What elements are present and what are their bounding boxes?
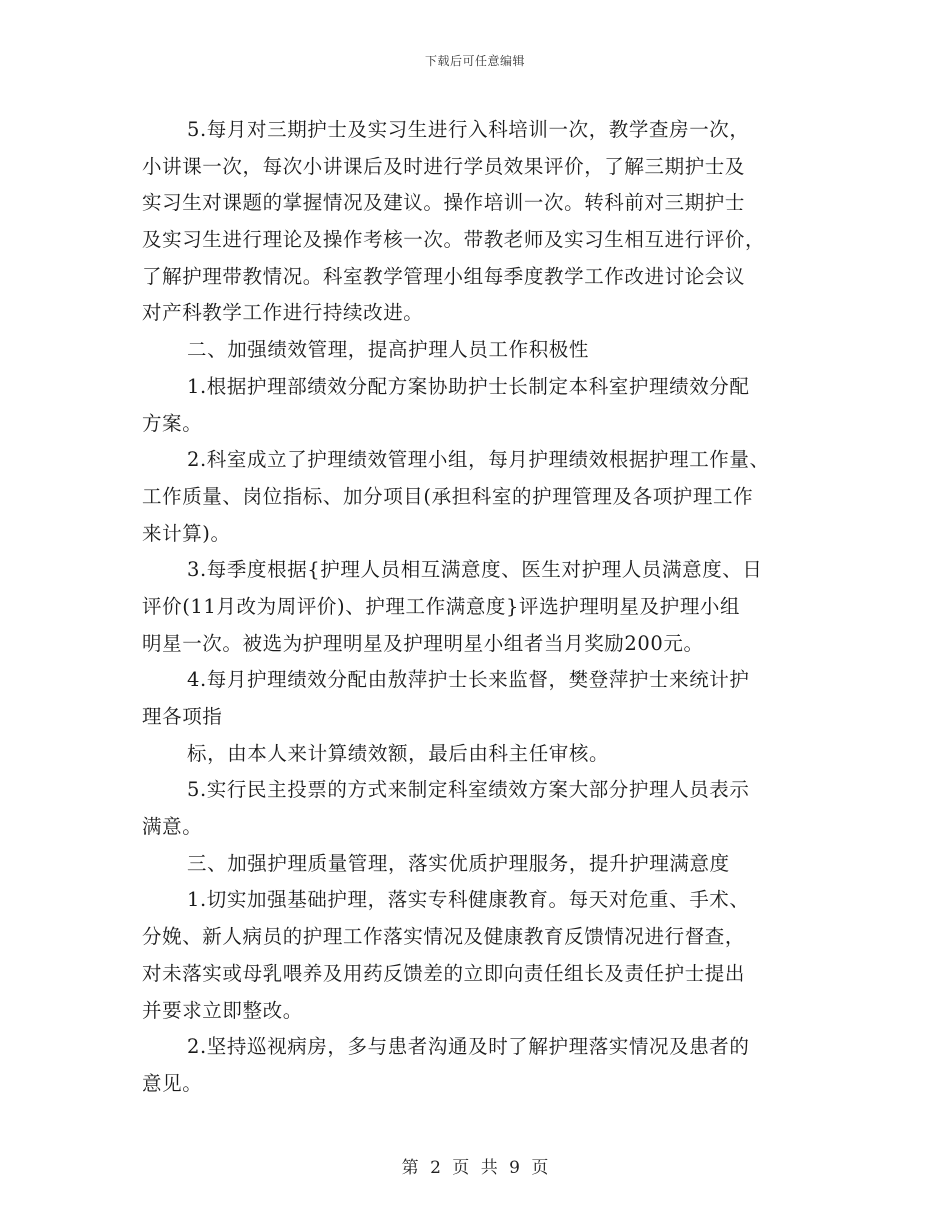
paragraph-line: 理各项指 bbox=[142, 705, 223, 728]
paragraph-line: 2.坚持巡视病房，多与患者沟通及时了解护理落实情况及患者的 bbox=[187, 1035, 750, 1059]
paragraph-line: 标，由本人来计算绩效额，最后由科主任审核。 bbox=[187, 741, 610, 765]
paragraph-line: 1.切实加强基础护理，落实专科健康教育。每天对危重、手术、 bbox=[187, 888, 750, 912]
paragraph-line: 意见。 bbox=[142, 1071, 203, 1095]
page-header: 下载后可任意编辑 bbox=[424, 54, 525, 68]
page-number-footer: 第 2 页 共 9 页 bbox=[401, 1158, 549, 1178]
paragraph-line: 2.科室成立了护理绩效管理小组，每月护理绩效根据护理工作量、 bbox=[187, 448, 770, 472]
paragraph-line: 1.根据护理部绩效分配方案协助护士长制定本科室护理绩效分配 bbox=[187, 374, 750, 398]
paragraph-line: 5.每月对三期护士及实习生进行入科培训一次，教学查房一次， bbox=[187, 118, 750, 141]
section-heading: 二、加强绩效管理，提高护理人员工作积极性 bbox=[187, 338, 590, 362]
section-heading: 三、加强护理质量管理，落实优质护理服务，提升护理满意度 bbox=[187, 851, 730, 875]
paragraph-line: 3.每季度根据{护理人员相互满意度、医生对护理人员满意度、日 bbox=[187, 558, 763, 582]
paragraph-line: 小讲课一次，每次小讲课后及时进行学员效果评价，了解三期护士及 bbox=[142, 154, 746, 178]
document-body bbox=[142, 112, 812, 1103]
paragraph-line: 工作质量、岗位指标、加分项目(承担科室的护理管理及各项护理工作 bbox=[142, 484, 754, 508]
paragraph-line: 实习生对课题的掌握情况及建议。操作培训一次。转科前对三期护士 bbox=[142, 191, 746, 215]
paragraph-line: 满意。 bbox=[142, 815, 203, 839]
paragraph-line: 5.实行民主投票的方式来制定科室绩效方案大部分护理人员表示 bbox=[187, 778, 750, 802]
paragraph-line: 了解护理带教情况。科室教学管理小组每季度教学工作改进讨论会议 bbox=[142, 264, 746, 288]
paragraph-line: 对未落实或母乳喂养及用药反馈差的立即向责任组长及责任护士提出 bbox=[142, 961, 746, 985]
paragraph-line: 方案。 bbox=[142, 411, 203, 435]
paragraph-line: 分娩、新人病员的护理工作落实情况及健康教育反馈情况进行督查， bbox=[142, 925, 746, 949]
paragraph-line: 对产科教学工作进行持续改进。 bbox=[142, 301, 424, 325]
paragraph-line: 并要求立即整改。 bbox=[142, 998, 303, 1022]
paragraph-line: 及实习生进行理论及操作考核一次。带教老师及实习生相互进行评价， bbox=[142, 228, 766, 252]
paragraph-line: 明星一次。被选为护理明星及护理明星小组者当月奖励200元。 bbox=[142, 631, 704, 655]
paragraph-line: 评价(11月改为周评价)、护理工作满意度}评选护理明星及护理小组 bbox=[142, 594, 741, 618]
paragraph-line: 4.每月护理绩效分配由敖萍护士长来监督，樊登萍护士来统计护 bbox=[187, 668, 750, 692]
paragraph-line: 来计算)。 bbox=[142, 521, 231, 545]
